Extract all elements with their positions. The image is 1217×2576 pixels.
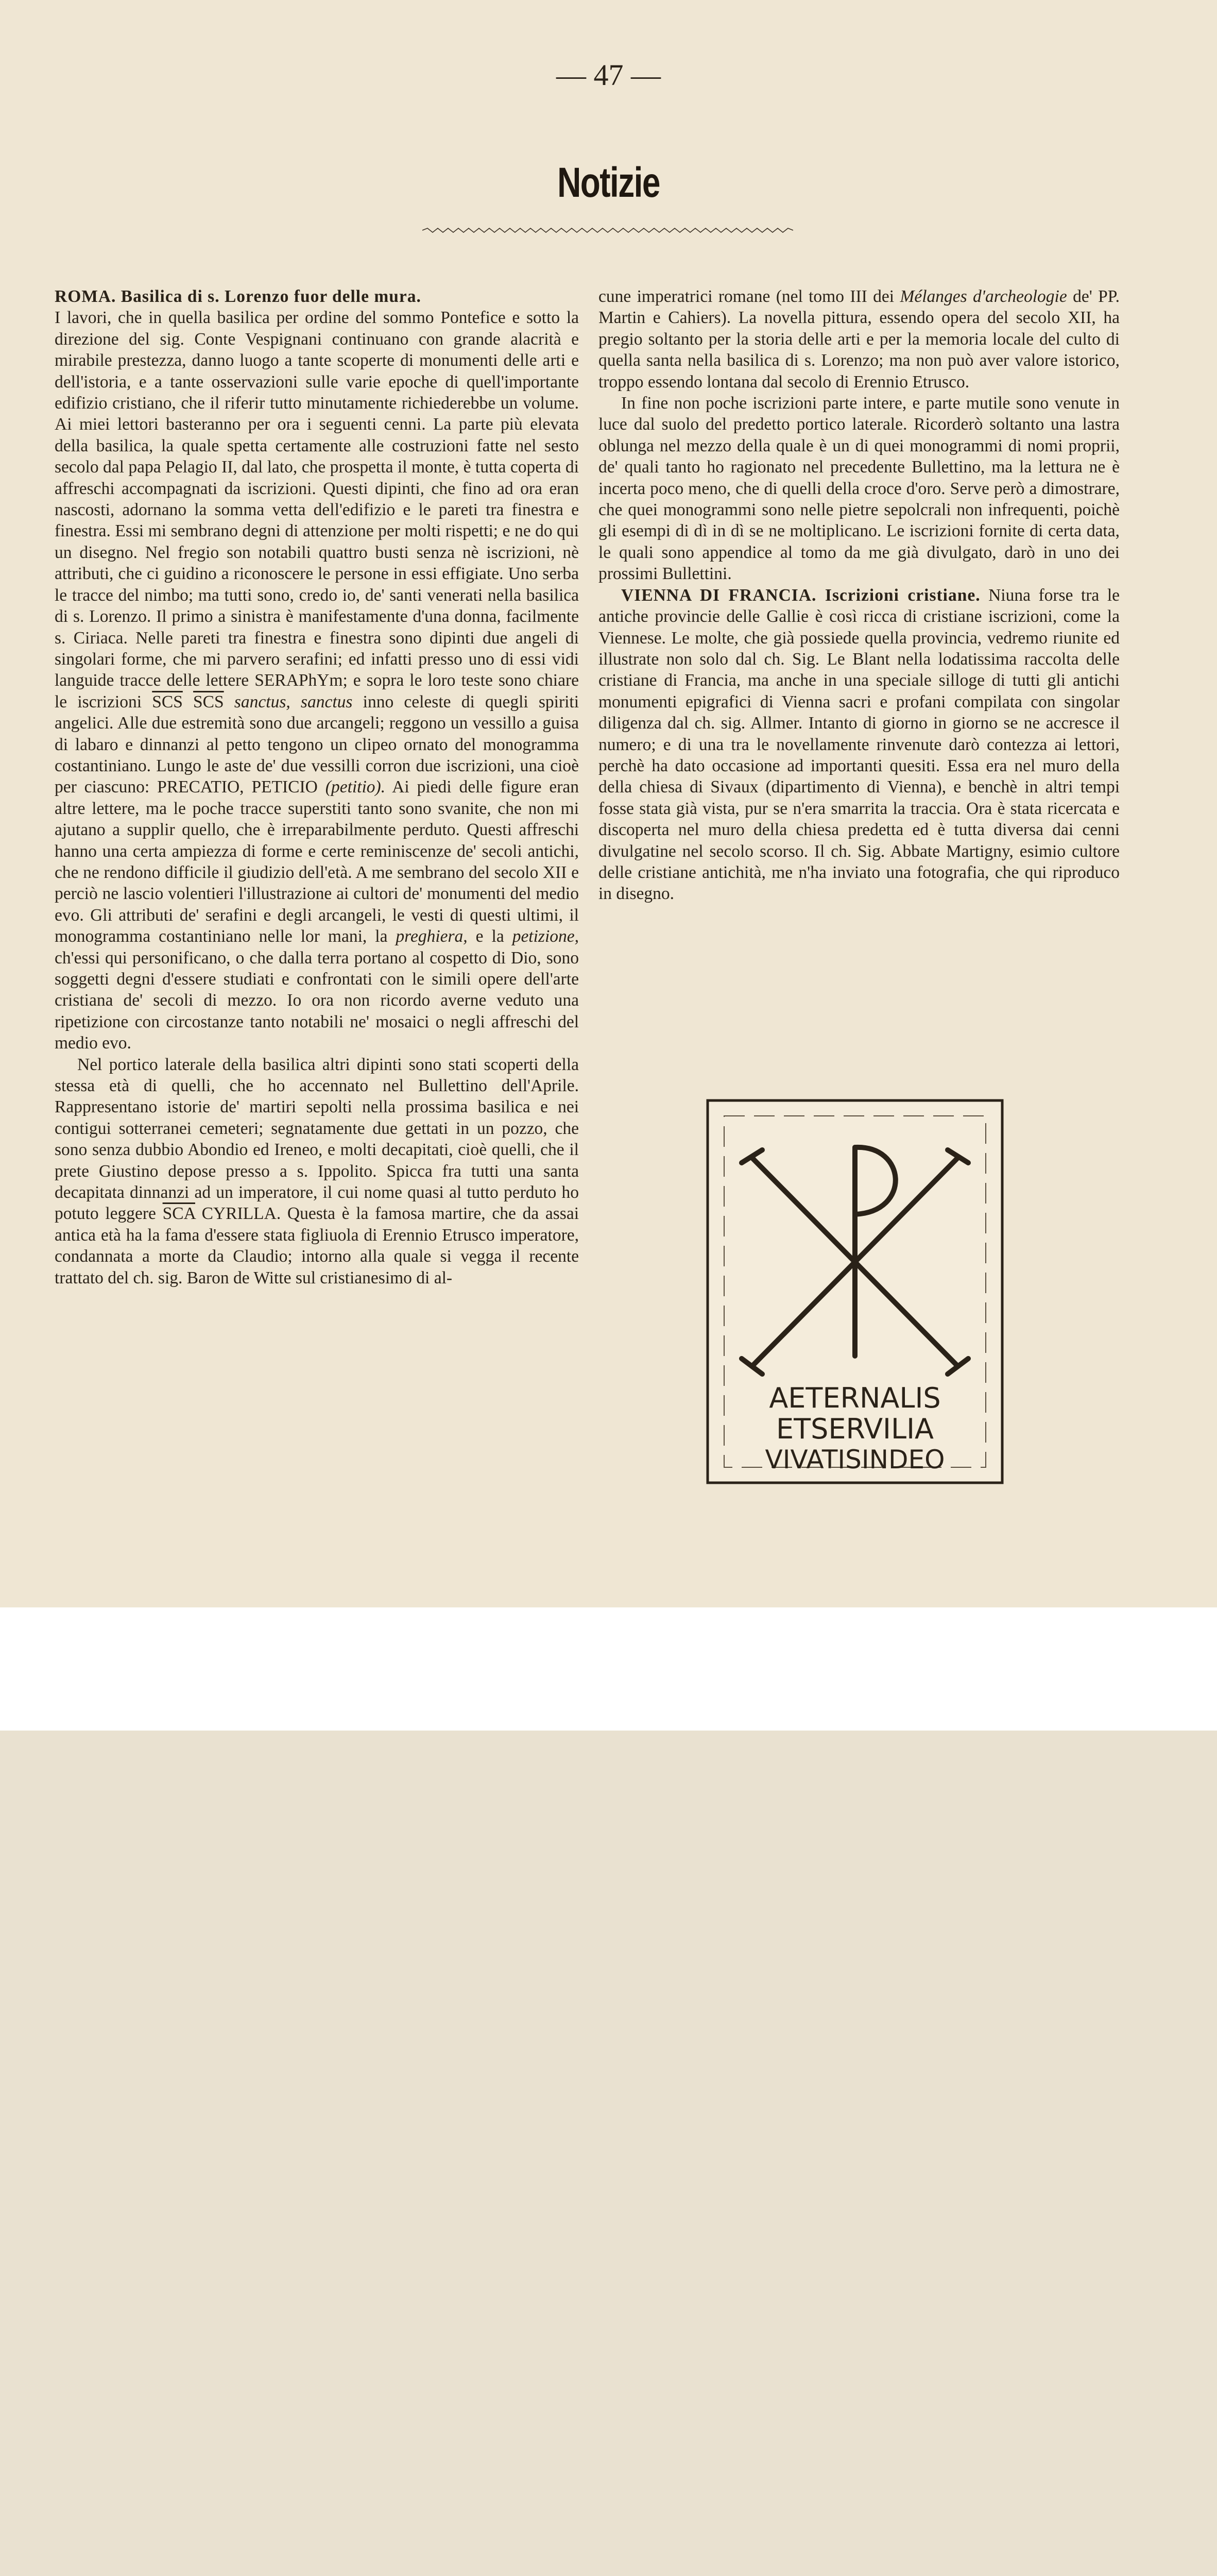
paragraph xyxy=(598,393,1120,585)
abbreviation: $\overline{SCS}$ xyxy=(193,692,224,711)
inscription-line: AETERNALIS xyxy=(769,1382,941,1414)
paragraph xyxy=(55,286,579,307)
section-heading: VIENNA DI FRANCIA. Iscrizioni cristiane. xyxy=(621,585,981,605)
text-run: Nel portico laterale della basilica altri dipinti sono stati scoperti della stessa età di quelli, che ho accennato nel Bullettino dell'Aprile. Rappresentano istorie de' martiri sepolti nella prossima basilica e nei contigui sotterranei cemeteri; segnatamente due gettati in un pozzo, che sono senza dubbio Abondio ed Ireneo, e molti decapitati, cioè quelli, che il prete Giustino depose presso a s. Ippolito. Spicca fra tutti una santa decapitata dinnanzi ad un imperatore, il cui nome quasi al tutto perduto ho potuto leggere xyxy=(55,1055,579,1224)
inscription-figure xyxy=(706,1098,1004,1485)
text-run: inno celeste di quegli spiriti angelici. Alle due estremità sono due arcangeli; reggono un vessillo a guisa di labaro e dinnanzi al petto tengono un clipeo ornato del monogramma costantiniano. Lungo le aste de' due vessilli corron due iscrizioni, una cioè per ciascuno: PRECATIO, PETICIO xyxy=(55,692,579,797)
abbreviation: $\overline{SCA}$ xyxy=(162,1204,195,1224)
paragraph xyxy=(598,585,1120,905)
text-run: Niuna forse tra le antiche provincie delle Gallie è così ricca di cristiane iscrizioni, come la Viennese. Le molte, che già possiede quella provincia, vedremo riunite ed illustrate non solo dal ch. Sig. Le Blant nella lodatissima raccolta delle cristiane di Francia, ma anche in una speciale silloge di tutti gli antichi monumenti epigrafici di Vienna sacri e profani compilata con singolar diligenza dal ch. sig. Allmer. Intanto di giorno in giorno se ne accresce il numero; e di una tra le novellamente rinvenute darò contezza ai lettori, perchè ha dato occasione ad importanti quesiti. Essa era nel muro della della chiesa di Sivaux (dipartimento di Vienna), e benchè in altri tempi fosse stata già vista, pur se n'era smarrita la traccia. Ora è stata ricercata e discoperta nel muro della chiesa predetta ed è tutta diversa dai cenni divulgatine nel secolo scorso. Il ch. Sig. Abbate Martigny, esimio cultore delle cristiane antichità, me n'ha inviato una fotografia, che qui riproduco in disegno. xyxy=(598,585,1120,904)
paragraph xyxy=(598,286,1120,393)
paragraph xyxy=(55,307,579,1054)
italic-text: preghiera, xyxy=(396,927,468,946)
italic-text: sanctus, sanctus xyxy=(234,692,353,711)
text-run: ; e sopra le loro teste sono chiare le iscrizioni xyxy=(55,671,579,711)
text-run: e la xyxy=(475,927,504,946)
viewer-footer xyxy=(0,1607,1217,1731)
inscription-line: ETSERVILIA xyxy=(776,1413,934,1445)
text-run: SERAPhYm xyxy=(254,671,343,690)
section-heading: ROMA. Basilica di s. Lorenzo fuor delle mura. xyxy=(55,287,421,306)
abbreviation: $\overline{SCS}$ xyxy=(152,692,183,711)
inscription-line: VIVATISINDEO xyxy=(765,1445,945,1475)
text-run: ch'essi qui personificano, o che dalla terra portano al cospetto di Dio, sono soggetti degni d'essere studiati e confrontati con le simili opere dell'arte cristiana de' secoli di mezzo. Io ora non ricordo averne veduto una ripetizione con circostanze tanto notabili ne' mosaici o negli affreschi del medio evo. xyxy=(55,948,579,1053)
text-run: In fine non poche iscrizioni parte intere, e parte mutile sono venute in luce dal suolo del predetto portico laterale. Ricorderò soltanto una lastra oblunga nel mezzo della quale è un di quei monogrammi di nomi proprii, de' quali tanto ho ragionato nel precedente Bullettino, ma la lettura ne è incerta poco meno, che di quelli della croce d'oro. Serve però a dimostrare, che quei monogrammi sono nelle pietre sepolcrali non infrequenti, poichè gli esempi di dì in dì se ne moltiplicano. Le iscrizioni fornite di certa data, le quali sono appendice al tomo da me già divulgato, darò in uno dei prossimi Bullettini. xyxy=(598,394,1120,584)
text-run: Questa è la famosa martire, che da assai antica età ha la fama d'essere stata figliuola di Erennio Etrusco imperatore, condannata a morte da Claudio; intorno alla quale si vegga il recente trattato del ch. sig. Baron de Witte sul cristianesimo di al- xyxy=(55,1204,579,1287)
italic-text: (petitio). xyxy=(325,777,386,797)
text-run: CYRILLA. xyxy=(201,1204,281,1224)
page-title: Notizie xyxy=(557,159,660,206)
right-column xyxy=(598,286,1120,905)
text-run: I lavori, che in quella basilica per ordine del sommo Pontefice e sotto la direzione del sig. Conte Vespignani continuano con grande alacrità e mirabile prestezza, danno luogo a tante scoperte di monumenti delle arti e dell'istoria, e a tante osservazioni sulle varie epoche di quell'importante edifizio cristiano, che il riferir tutto minutamente richiederebbe un volume. Ai miei lettori basteranno per ora i seguenti cenni. La parte più elevata della basilica, la quale spetta certamente alle costruzioni fatte nel sesto secolo dal papa Pelagio II, dal lato, che prospetta il monte, è tutta coperta di affreschi accompagnati da iscrizioni. Questi dipinti, che fino ad ora eran nascosti, adornano la somma vetta dell'edifizio e le pareti tra finestra e finestra. Essi mi sembrano degni di attenzione per molti rispetti; e ne do qui un disegno. Nel fregio son notabili quattro busti senza nè iscrizioni, nè attributi, che ci guidino a riconoscere le persone in essi effigiate. Uno serba le tracce del nimbo; ma tutti sono, credo io, de' santi venerati nella basilica di s. Lorenzo. Il primo a sinistra è manifestamente d'una donna, facilmente s. Ciriaca. Nelle pareti tra finestra e finestra sono dipinti due angeli di singolari forme, che mi parvero serafini; ed infatti presso uno di essi vidi languide tracce delle lettere xyxy=(55,308,579,690)
text-run: de' PP. Martin e Cahiers). La novella pittura, essendo opera del secolo XII, ha pregio soltanto per la storia delle arti e per la memoria locale del culto di quella santa nella basilica di s. Lorenzo; ma non può aver valore istorico, troppo essendo lontana dal secolo di Erennio Etrusco. xyxy=(598,287,1120,392)
page-number: — 47 — xyxy=(556,58,661,92)
ornamental-rule xyxy=(422,227,793,234)
italic-text: Mélanges d'archeologie xyxy=(900,287,1067,306)
text-run: Ai piedi delle figure eran altre lettere, ma le poche tracce superstiti tanto sono svanite, che non mi ajutano a supplir quello, che è irreparabilmente perduto. Questi affreschi hanno una certa ampiezza di forme e certe reminiscenze de' secoli antichi, che ne rendono difficile il giudizio dell'età. A me sembrano del secolo XII e perciò ne lascio volentieri l'illustrazione ai cultori de' monumenti del medio evo. Gli attributi de' serafini e degli arcangeli, le vesti di questi ultimi, il monogramma costantiniano nelle lor mani, la xyxy=(55,777,579,946)
text-run: cune imperatrici romane (nel tomo III dei xyxy=(598,287,895,306)
left-column xyxy=(55,286,579,1289)
paragraph xyxy=(55,1054,579,1289)
italic-text: petizione, xyxy=(512,927,579,946)
